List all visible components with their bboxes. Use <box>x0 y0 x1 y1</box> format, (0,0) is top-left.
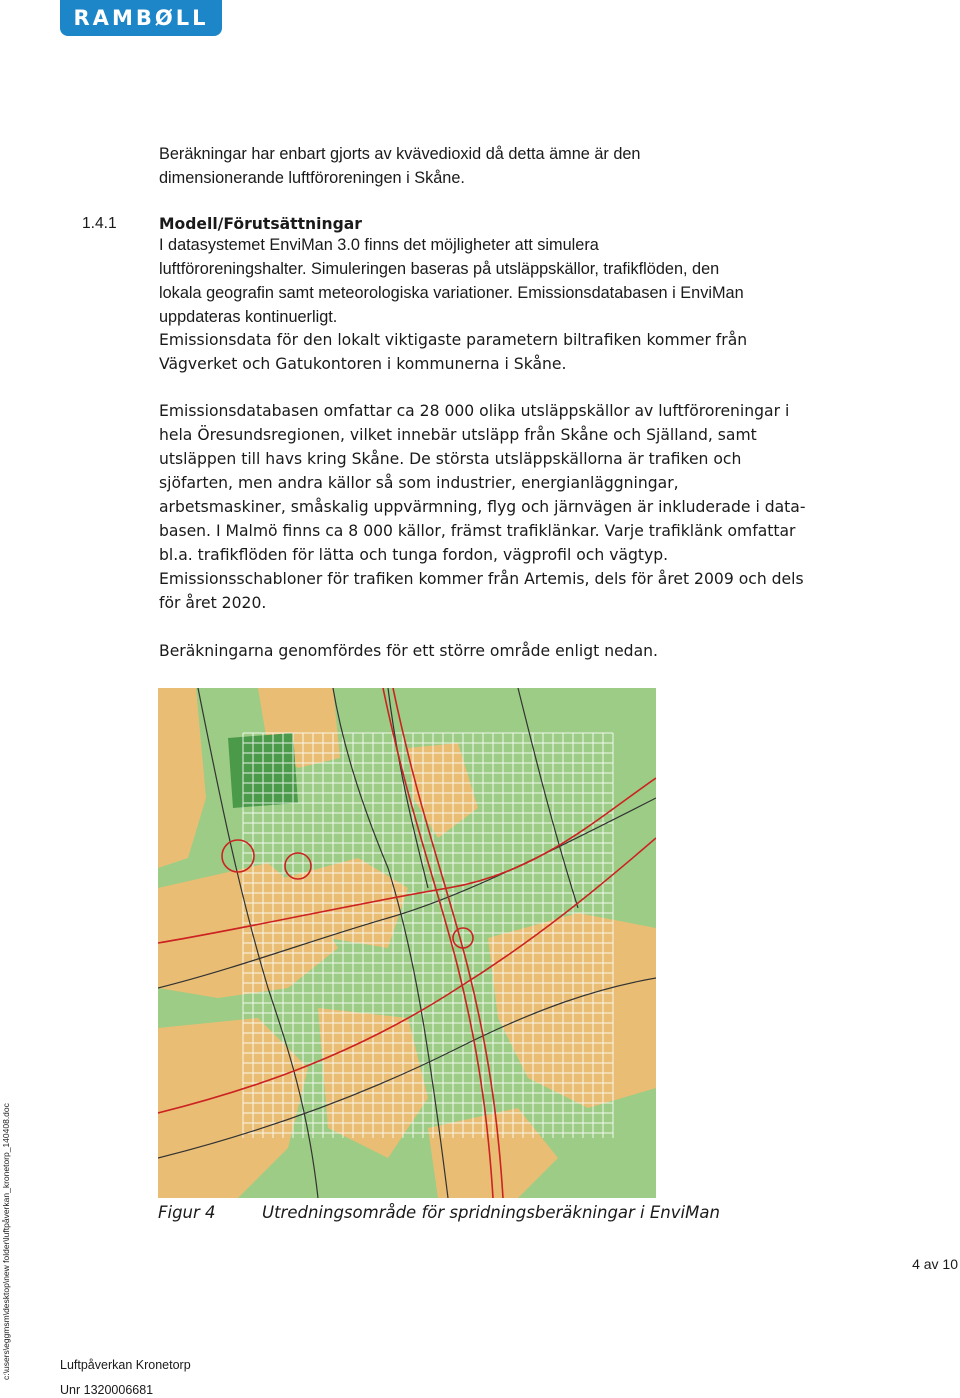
section-title: Modell/Förutsättningar <box>159 215 362 233</box>
page-number: 4 av 10 <box>912 1256 958 1272</box>
paragraph-line: Emissionsdatabasen omfattar ca 28 000 olika utsläppskällor av luftföroreningar i <box>159 402 790 420</box>
map-graphic <box>158 688 656 1198</box>
document-path: c:\users\eggmsm\desktop\new folder\luftpåverkan_kronetorp_140408.doc <box>1 1103 11 1380</box>
paragraph-line: Vägverket och Gatukontoren i kommunerna i Skåne. <box>159 355 567 373</box>
section-paragraph <box>159 233 859 329</box>
section-line: I datasystemet EnviMan 3.0 finns det möjligheter att simulera <box>159 236 599 254</box>
intro-line: Beräkningar har enbart gjorts av kvävedioxid då detta ämne är den <box>159 145 641 163</box>
paragraph-line: basen. I Malmö finns ca 8 000 källor, främst trafiklänkar. Varje trafiklänk omfattar <box>159 522 796 540</box>
paragraph-line: hela Öresundsregionen, vilket innebär utsläpp från Skåne och Själland, samt <box>159 426 757 444</box>
intro-line: dimensionerande luftföroreningen i Skåne. <box>159 169 465 187</box>
paragraph-line: Emissionsschabloner för trafiken kommer från Artemis, dels för året 2009 och dels <box>159 570 804 588</box>
section-line: uppdateras kontinuerligt. <box>159 308 338 326</box>
company-logo <box>60 0 222 36</box>
intro-paragraph <box>159 142 859 190</box>
paragraph-line: Emissionsdata för den lokalt viktigaste parametern biltrafiken kommer från <box>159 331 748 349</box>
section-line: lokala geografin samt meteorologiska variationer. Emissionsdatabasen i EnviMan <box>159 284 744 302</box>
study-area-map <box>158 688 656 1198</box>
emission-database-paragraph <box>159 399 859 615</box>
footer-unr: Unr 1320006681 <box>60 1383 154 1397</box>
paragraph-line: för året 2020. <box>159 594 267 612</box>
paragraph-line: sjöfarten, men andra källor så som industrier, energianläggningar, <box>159 474 679 492</box>
figure-caption: Utredningsområde för spridningsberäkningar i EnviMan <box>262 1203 720 1222</box>
figure-label: Figur 4 <box>158 1203 216 1222</box>
paragraph-line: arbetsmaskiner, småskalig uppvärmning, flyg och järnvägen är inkluderade i data- <box>159 498 806 516</box>
section-number: 1.4.1 <box>82 215 117 232</box>
paragraph-line: utsläppen till havs kring Skåne. De största utsläppskällorna är trafiken och <box>159 450 742 468</box>
emission-data-paragraph <box>159 328 859 376</box>
section-line: luftföroreningshalter. Simuleringen baseras på utsläppskällor, trafikflöden, den <box>159 260 720 278</box>
paragraph-line: Beräkningarna genomfördes för ett större område enligt nedan. <box>159 642 658 660</box>
calculation-area-paragraph <box>159 639 859 663</box>
paragraph-line: bl.a. trafikflöden för lätta och tunga fordon, vägprofil och vägtyp. <box>159 546 669 564</box>
logo-text: RAMBØLL <box>73 6 209 30</box>
footer-project: Luftpåverkan Kronetorp <box>60 1358 191 1372</box>
